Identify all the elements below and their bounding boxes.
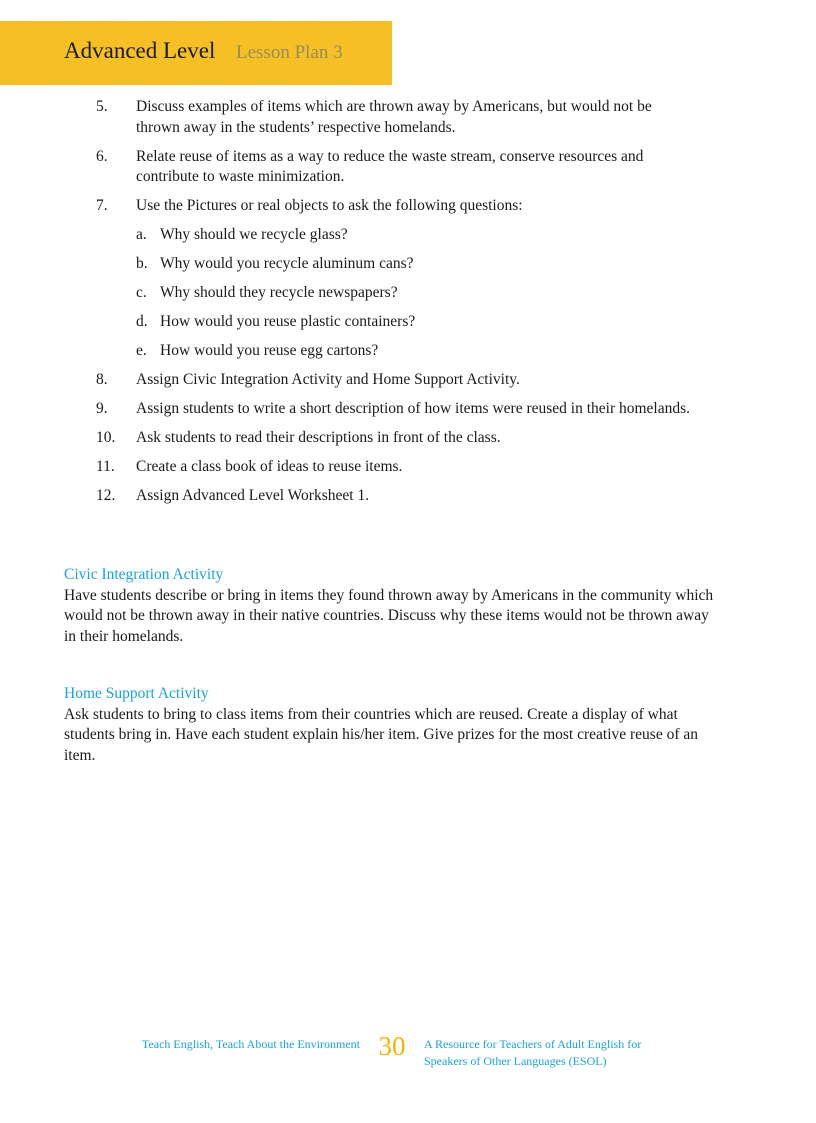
question-letter: b. [136, 255, 148, 272]
step-number: 6. [96, 147, 108, 165]
lesson-plan-subtitle: Lesson Plan 3 [236, 42, 343, 63]
step-12 [0, 486, 696, 507]
home-support-body: Ask students to bring to class items from their countries which are reused. Create a display of what students bring in. Have each student explain his/her item. Give prizes for the most creative reuse of an item. [64, 705, 699, 764]
step-10 [0, 428, 696, 449]
question-item [136, 312, 696, 333]
step-7 [0, 196, 696, 362]
home-support-section [64, 684, 724, 766]
question-item [136, 341, 696, 362]
step-number: 10. [96, 429, 116, 446]
question-item [136, 283, 696, 304]
page-number: 30 [378, 1031, 406, 1061]
step-8 [0, 370, 696, 391]
step-number: 7. [96, 197, 108, 214]
step-number: 8. [96, 371, 108, 388]
step-number: 9. [96, 400, 108, 417]
question-letter: e. [136, 342, 147, 359]
question-letter: c. [136, 284, 147, 301]
step-11 [0, 457, 696, 478]
step-text: Use the Pictures or real objects to ask the following questions: [136, 197, 523, 214]
civic-integration-heading: Civic Integration Activity [64, 566, 224, 583]
civic-integration-body: Have students describe or bring in items they found thrown away by Americans in the community which would not be thrown away in their native countries. Discuss why these items would not be thrown away in their homelands. [64, 586, 714, 645]
step-text: Ask students to read their descriptions in front of the class. [136, 429, 501, 446]
step-text: Discuss examples of items which are thrown away by Americans, but would not be thrown away in the students’ respective homelands. [136, 98, 652, 136]
step-text: Assign Advanced Level Worksheet 1. [136, 487, 370, 504]
footer-title: Teach English, Teach About the Environment [141, 1037, 360, 1051]
step-text: Assign students to write a short description of how items were reused in their homelands. [136, 400, 691, 417]
question-list [136, 225, 696, 362]
step-number: 12. [96, 487, 116, 504]
civic-integration-section [64, 565, 724, 647]
step-6 [0, 147, 696, 188]
question-letter: a. [136, 226, 147, 243]
step-number: 5. [96, 98, 108, 115]
question-text: Why should we recycle glass? [160, 226, 348, 243]
step-text: Assign Civic Integration Activity and Home Support Activity. [136, 371, 520, 388]
question-letter: d. [136, 313, 148, 330]
question-text: How would you reuse plastic containers? [160, 313, 416, 330]
question-item [136, 254, 696, 275]
procedure-steps [0, 97, 816, 515]
footer-resource-note: A Resource for Teachers of Adult English for Speakers of Other Languages (ESOL) [424, 1037, 642, 1068]
step-text: Relate reuse of items as a way to reduce the waste stream, conserve resources and contribute to waste minimization. [136, 147, 644, 185]
question-item [136, 225, 696, 246]
step-9 [0, 399, 696, 420]
step-number: 11. [96, 458, 115, 475]
question-text: Why should they recycle newspapers? [160, 284, 398, 301]
question-text: How would you reuse egg cartons? [160, 342, 379, 359]
step-text: Create a class book of ideas to reuse items. [136, 458, 403, 475]
question-text: Why would you recycle aluminum cans? [160, 255, 414, 272]
home-support-heading: Home Support Activity [64, 685, 209, 702]
step-5 [0, 97, 696, 138]
page-title: Advanced Level [64, 38, 216, 63]
